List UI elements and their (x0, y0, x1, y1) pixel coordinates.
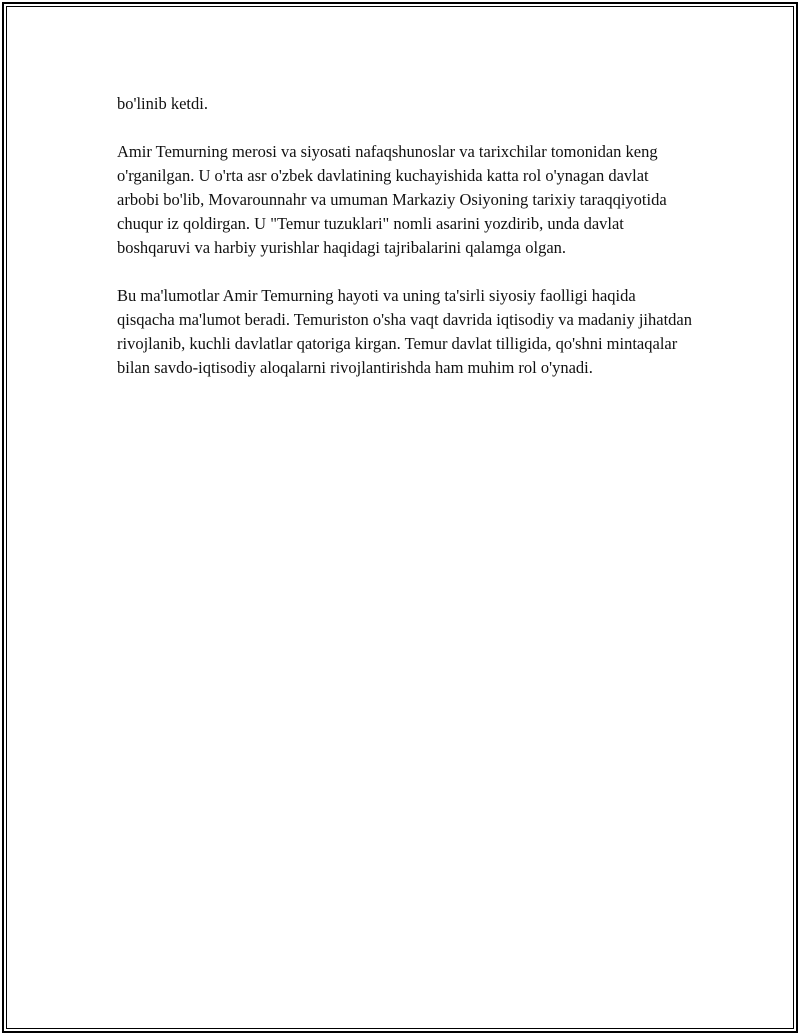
paragraph-summary: Bu ma'lumotlar Amir Temurning hayoti va uning ta'sirli siyosiy faolligi haqida qisqacha ma'lumot beradi. Temuriston o'sha vaqt davrida iqtisodiy va madaniy jihatdan rivojlanib, kuchli davlatlar qatoriga kirgan. Temur davlat tilligida, qo'shni mintaqalar bilan savdo-iqtisodiy aloqalarni rivojlantirishda ham muhim rol o'ynadi. (117, 286, 692, 377)
paragraph-legacy: Amir Temurning merosi va siyosati nafaqshunoslar va tarixchilar tomonidan keng o'rganilgan. U o'rta asr o'zbek davlatining kuchayishida katta rol o'ynagan davlat arbobi bo'lib, Movarounnahr va umuman Markaziy Osiyoning tarixiy taraqqiyotida chuqur iz qoldirgan. U "Temur tuzuklari" nomli asarini yozdirib, unda davlat boshqaruvi va harbiy yurishlar haqidagi tajribalarini qalamga olgan. (117, 142, 667, 257)
document-body (117, 92, 692, 404)
paragraph-continuation: bo'linib ketdi. (117, 94, 208, 113)
